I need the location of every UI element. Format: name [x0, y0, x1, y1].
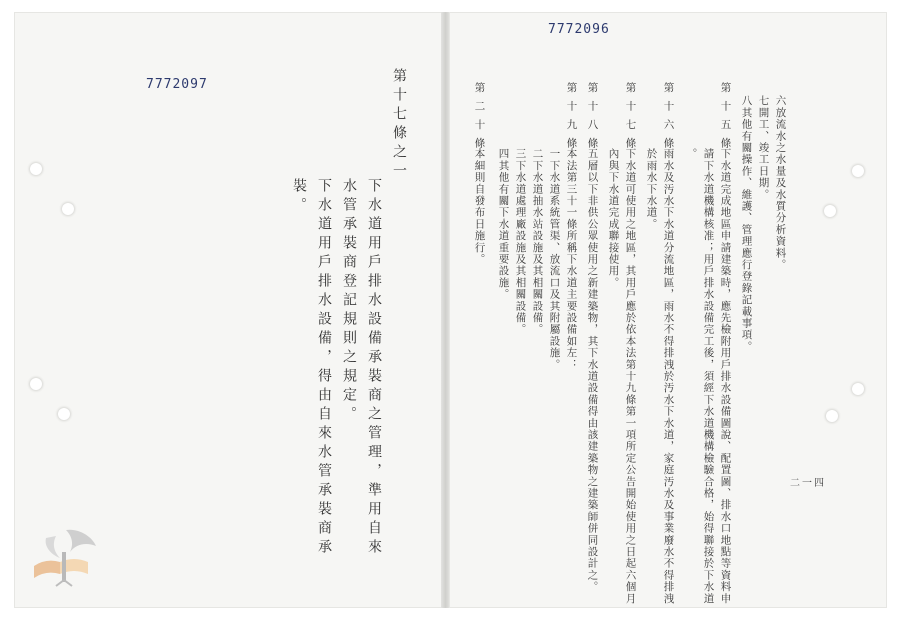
article-label: 第十五條 [719, 82, 732, 156]
text-column: 五層以下非供公眾使用之新建築物，其下水道設備得由該建築物之建築師併同設計之。 [586, 148, 599, 593]
text-column: 雨水及汚水下水道分流地區，雨水不得排洩於汚水下水道，家庭汚水及事業廢水不得排洩 [662, 148, 675, 605]
binding-hole [30, 163, 42, 175]
document-number-stamp: 7772096 [548, 22, 610, 37]
text-column: 一下水道系統管渠、放流口及其附屬設施。 [548, 148, 561, 371]
text-column: 二下水道抽水站設施及其相關設備。 [531, 148, 544, 336]
article-label: 第十六條 [662, 82, 675, 156]
binding-hole [852, 383, 864, 395]
text-column: 水管承裝商登記規則之規定。 [341, 178, 357, 425]
article-label: 第二十條 [473, 82, 486, 156]
binding-hole [824, 205, 836, 217]
text-column: 四其他有關下水道重要設施。 [497, 148, 510, 301]
text-column: 下水道完成地區申請建築時，應先檢附用戶排水設備圖說、配置圖、排水口地點等資料申 [719, 148, 732, 605]
text-column: 。 [685, 148, 698, 160]
text-column: 六放流水之水量及水質分析資料。 [774, 95, 787, 271]
text-column: 本法第三十一條所稱下水道主要設備如左： [565, 148, 578, 371]
text-column: 裝。 [291, 178, 307, 216]
binding-hole [58, 408, 70, 420]
library-watermark-logo-icon [26, 522, 104, 588]
text-column: 於雨水下水道。 [645, 148, 658, 230]
text-column: 七開工、竣工日期。 [757, 95, 770, 201]
text-column: 下水道可使用之地區，其用戶應於依本法第十九條第一項所定公告開始使用之日起六個月 [624, 148, 637, 605]
page-number: 二一四 [790, 478, 826, 489]
binding-hole [826, 410, 838, 422]
article-label: 第十七條 [624, 82, 637, 156]
text-column: 下水道用戶排水設備承裝商之管理，準用自來 [366, 178, 382, 558]
text-column: 八其他有關操作、維護、管理應行登錄記載事項。 [740, 95, 753, 353]
text-column: 三下水道處理廠設施及其相關設備。 [514, 148, 527, 336]
binding-hole [62, 203, 74, 215]
binding-hole [30, 378, 42, 390]
article-label: 第十九條 [565, 82, 578, 156]
document-number-stamp: 7772097 [146, 77, 208, 92]
text-column: 下水道用戶排水設備，得由自來水管承裝商承 [316, 178, 332, 558]
article-label: 第十七條之一 [391, 68, 407, 182]
text-column: 請下水道機構核准；用戶排水設備完工後，須經下水道機構檢驗合格，始得聯接於下水道 [702, 148, 715, 605]
text-column: 本細則自發布日施行。 [473, 148, 486, 265]
binding-hole [852, 165, 864, 177]
article-label: 第十八條 [586, 82, 599, 156]
text-column: 內與下水道完成聯接使用。 [607, 148, 620, 289]
